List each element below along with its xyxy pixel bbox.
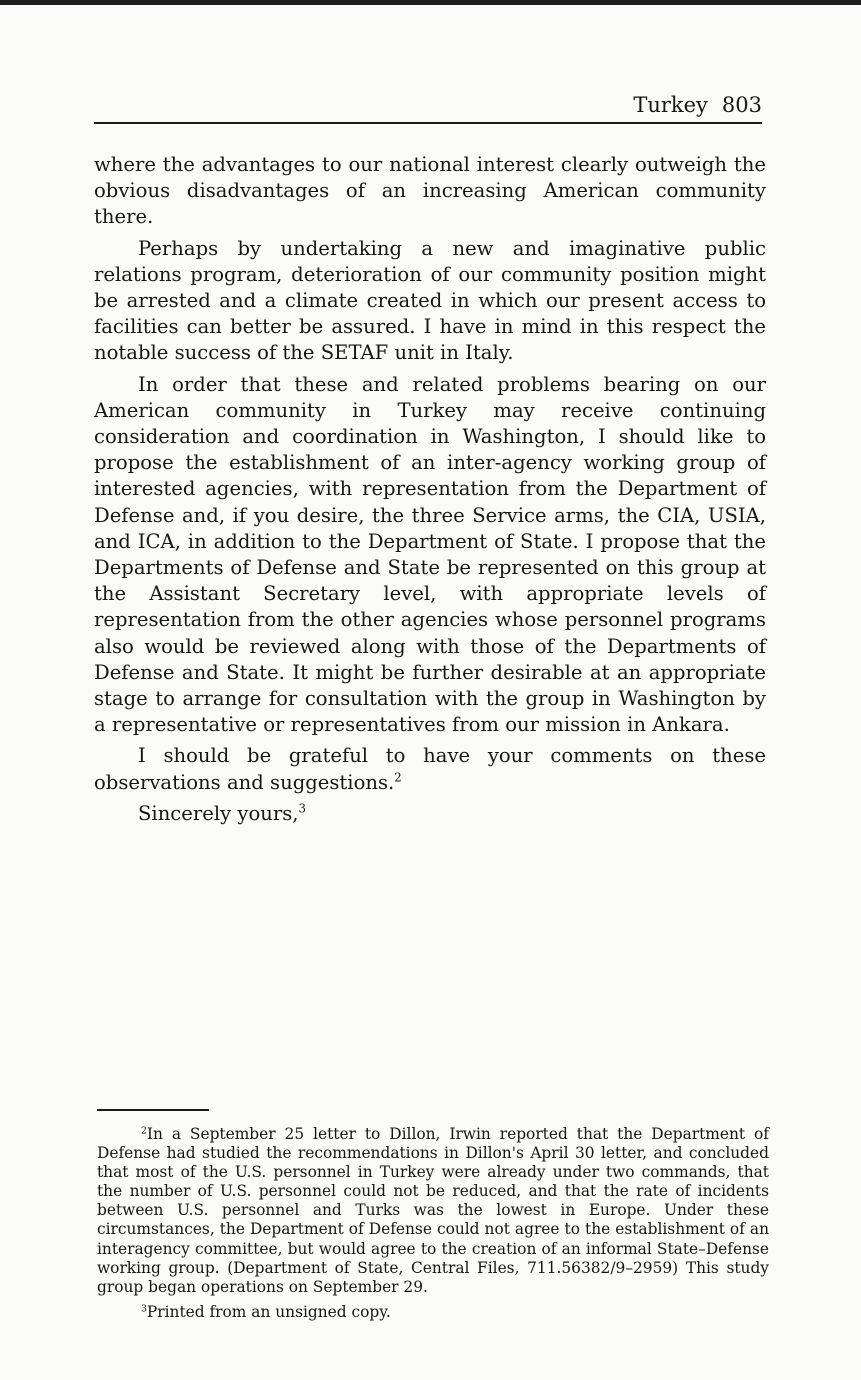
- footnote-2: [97, 1125, 769, 1297]
- paragraph-working-group: In order that these and related problems bearing on our American community in Turkey may receive continuing consideration and coordination in Washington, I should like to propose the establishment of an inter-agency working group of interested agencies, with representation from the Department of Defense and, if you desire, the three Service arms, the CIA, USIA, and ICA, in addition to the Department of State. I propose that the Departments of Defense and State be represented on this group at the Assistant Secretary level, with appropriate levels of representation from the other agencies whose personnel programs also would be reviewed along with those of the Departments of Defense and State. It might be further desirable at an appropriate stage to arrange for consultation with the group in Washington by a representative or representatives from our mission in Ankara.: [94, 372, 766, 737]
- running-head-title: Turkey: [633, 93, 708, 117]
- paragraph-public-relations: Perhaps by undertaking a new and imaginative public relations program, deterioration of our community position might be arrested and a climate created in which our present access to facilities can better be assured. I have in mind in this respect the notable success of the SETAF unit in Italy.: [94, 236, 766, 365]
- closing: [94, 801, 766, 827]
- footnote-marker: 3: [141, 1303, 147, 1315]
- running-head: [94, 88, 762, 122]
- footnote-text: In a September 25 letter to Dillon, Irwin reported that the Department of Defense had studied the recommendations in Dillon's April 30 letter, and concluded that most of the U.S. personnel in Turkey were already under two commands, that the number of U.S. personnel could not be reduced, and that the rate of incidents between U.S. personnel and Turks was the lowest in Europe. Under these circumstances, the Department of Defense could not agree to the establishment of an interagency committee, but would agree to the creation of an informal State–Defense working group. (Department of State, Central Files, 711.56382/9–2959) This study group began operations on September 29.: [97, 1125, 769, 1296]
- header-rule: [94, 122, 762, 124]
- footnote-ref-3[interactable]: 3: [298, 801, 307, 816]
- page-number: 803: [721, 93, 762, 117]
- footnote-separator: [97, 1109, 209, 1111]
- paragraph-comments: [94, 743, 766, 795]
- footnote-text: Printed from an unsigned copy.: [146, 1302, 391, 1321]
- paragraph-comments-text: I should be grateful to have your comments on these observations and suggestions.: [94, 744, 766, 794]
- footnote-marker: 2: [141, 1125, 147, 1137]
- footnote-3: [97, 1303, 769, 1322]
- page-top-edge: [0, 0, 861, 5]
- main-text: [94, 152, 766, 832]
- footnote-ref-2[interactable]: 2: [394, 770, 402, 785]
- paragraph-continuation: where the advantages to our national interest clearly outweigh the obvious disadvantages of an increasing American community there.: [94, 153, 766, 229]
- footnotes: [97, 1125, 769, 1328]
- closing-text: Sincerely yours,: [138, 801, 299, 825]
